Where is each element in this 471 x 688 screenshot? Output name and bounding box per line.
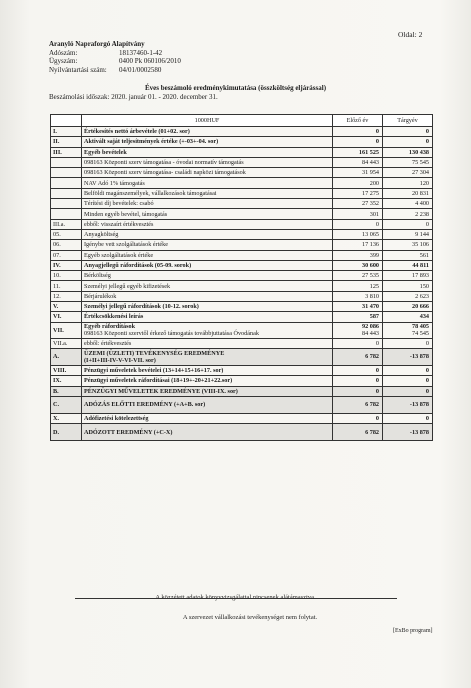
row-label-text: ADÓZOTT EREDMÉNY (+C-X) <box>84 428 173 436</box>
table-row <box>51 322 433 338</box>
table-row <box>51 137 433 147</box>
row-previous-value: 17 136 <box>361 241 379 249</box>
row-previous-value: 13 065 <box>361 231 379 239</box>
row-code <box>51 168 82 178</box>
row-label <box>82 302 333 312</box>
row-previous-value: 0 <box>375 128 379 136</box>
row-code-text: C. <box>53 401 60 409</box>
row-current-year <box>383 137 433 147</box>
organization-block <box>49 40 181 74</box>
row-previous-year <box>333 127 383 137</box>
row-current-year <box>383 291 433 301</box>
row-current-year <box>383 240 433 250</box>
row-previous-value: 301 <box>369 210 379 218</box>
row-current-value: 75 545 <box>411 159 429 167</box>
row-current-value: 20 666 <box>411 303 429 311</box>
row-label-text: Adófizetési kötelezettség <box>84 414 149 422</box>
row-current-value: 78 405 <box>411 323 429 331</box>
row-previous-year <box>333 199 383 209</box>
row-label-text: Belföldi magánszemélyek, vállalkozások támogatásai <box>84 189 217 197</box>
row-previous-value: 84 443 <box>361 159 379 167</box>
row-current-value: 0 <box>425 220 429 228</box>
row-current-year <box>383 229 433 239</box>
row-current-value: 44 811 <box>412 262 429 269</box>
table-row <box>51 302 433 312</box>
row-previous-value: 161 525 <box>358 148 379 156</box>
org-field-label: Adószám: <box>49 48 78 57</box>
row-label-text: Anyagjellegű ráfordítások (05-09. sorok) <box>84 262 192 269</box>
row-previous-year <box>333 188 383 198</box>
row-label-text: Személyi jellegű ráfordítások (10-12. sorok) <box>84 303 199 311</box>
income-statement-table <box>50 114 433 441</box>
row-code <box>51 127 82 137</box>
row-code <box>51 322 82 338</box>
row-code <box>51 147 82 157</box>
org-field-registry-number <box>49 66 181 75</box>
table-row <box>51 424 433 441</box>
table-row <box>51 250 433 260</box>
row-label-sub: (I+II+III-IV-V-VI-VII. sor) <box>84 356 156 364</box>
row-code <box>51 199 82 209</box>
row-code <box>51 209 82 219</box>
page-number: Oldal: 2 <box>398 30 423 39</box>
row-previous-year <box>333 338 383 348</box>
row-previous-value: 0 <box>375 339 379 347</box>
row-label-text: Bérjárulékok <box>84 292 117 300</box>
row-label-text: Pénzügyi műveletek bevételei (13+14+15+16+17. sor) <box>84 367 224 375</box>
row-previous-value: 125 <box>369 282 379 290</box>
row-label <box>82 376 333 386</box>
row-previous-year <box>333 291 383 301</box>
row-code <box>51 178 82 188</box>
row-previous-year <box>333 312 383 322</box>
row-code <box>51 291 82 301</box>
row-code <box>51 271 82 281</box>
row-code-text: IV. <box>53 262 61 269</box>
row-code-text: V. <box>53 303 59 311</box>
row-current-value: 4 400 <box>415 200 429 208</box>
row-code-text: 12. <box>53 292 61 300</box>
row-label-text: PÉNZÜGYI MŰVELETEK EREDMÉNYE (VIII-IX. sor) <box>84 387 238 395</box>
report-period: Beszámolási időszak: 2020. január 01. - 2020. december 31. <box>49 93 218 101</box>
row-previous-value: 31 470 <box>361 303 379 311</box>
row-label <box>82 260 333 270</box>
row-code <box>51 348 82 365</box>
row-current-year <box>383 157 433 167</box>
table-row <box>51 396 433 413</box>
org-field-label: Ügyszám: <box>49 57 78 66</box>
row-label-text: 098163 Központi szerv támogatása - óvodai normatív támogatás <box>84 159 244 167</box>
row-current-year <box>383 199 433 209</box>
row-code-text: D. <box>53 428 60 436</box>
row-current-value: 150 <box>419 282 429 290</box>
row-previous-value: 6 782 <box>365 401 379 409</box>
row-current-year <box>383 322 433 338</box>
header-code <box>51 115 82 127</box>
row-previous-year <box>333 322 383 338</box>
row-current-value: -13 878 <box>409 353 429 361</box>
row-label <box>82 229 333 239</box>
report-title: Éves beszámoló eredménykimutatása (összköltség eljárással) <box>144 84 327 92</box>
row-label-text: Igénybe vett szolgáltatások értéke <box>84 241 169 249</box>
row-code <box>51 338 82 348</box>
row-label-text: Pénzügyi műveletek ráfordításai (18+19+-20+21+22.sor) <box>84 377 233 385</box>
table-row <box>51 348 433 365</box>
table-row <box>51 281 433 291</box>
row-previous-value: 31 954 <box>361 169 379 177</box>
table-row <box>51 386 433 396</box>
row-current-value: 2 238 <box>415 210 429 218</box>
row-previous-year <box>333 424 383 441</box>
row-current-value: 0 <box>425 128 429 136</box>
table-row <box>51 168 433 178</box>
row-label-text: ebből: értékvesztés <box>84 339 132 347</box>
row-code-text: VII.a. <box>53 339 68 347</box>
table-header-row <box>51 115 433 127</box>
row-current-value: 120 <box>419 179 429 187</box>
row-code <box>51 260 82 270</box>
row-label <box>82 127 333 137</box>
header-current-year: Tárgyév <box>383 115 433 127</box>
row-current-value-sub: 74 545 <box>411 330 429 338</box>
table-row <box>51 365 433 375</box>
row-code-text: III.a. <box>53 220 66 228</box>
org-field-value: 04/01/0002580 <box>119 65 162 74</box>
row-code <box>51 312 82 322</box>
row-code <box>51 424 82 441</box>
table-row <box>51 291 433 301</box>
table-row <box>51 188 433 198</box>
table-row <box>51 413 433 423</box>
table-row <box>51 376 433 386</box>
row-label <box>82 271 333 281</box>
row-current-year <box>383 413 433 423</box>
org-field-value: 18137460-1-42 <box>119 48 163 57</box>
row-label <box>82 386 333 396</box>
org-field-tax-number <box>49 49 181 58</box>
row-previous-value: 30 600 <box>361 262 379 269</box>
row-current-year <box>383 271 433 281</box>
row-previous-year <box>333 348 383 365</box>
row-current-year <box>383 168 433 178</box>
row-previous-value: 200 <box>369 179 379 187</box>
row-code-text: II. <box>53 138 60 146</box>
row-previous-year <box>333 250 383 260</box>
row-current-value: 35 106 <box>411 241 429 249</box>
row-current-year <box>383 219 433 229</box>
row-current-year <box>383 147 433 157</box>
row-current-value: 130 438 <box>408 148 429 156</box>
row-previous-year <box>333 413 383 423</box>
row-previous-value: 92 086 <box>361 323 379 331</box>
row-previous-value: 27 352 <box>361 200 379 208</box>
row-label-text: ADÓZÁS ELŐTTI EREDMÉNY (+A+B. sor) <box>84 401 206 409</box>
row-current-year <box>383 260 433 270</box>
table-row <box>51 209 433 219</box>
row-previous-value: 0 <box>375 387 379 395</box>
table-row <box>51 338 433 348</box>
row-previous-value: 399 <box>369 251 379 259</box>
row-label-text: Személyi jellegű egyéb kifizetések <box>84 282 171 290</box>
table-row <box>51 147 433 157</box>
row-current-year <box>383 396 433 413</box>
row-code <box>51 188 82 198</box>
row-current-value: 17 893 <box>411 272 429 280</box>
row-label <box>82 250 333 260</box>
row-code <box>51 157 82 167</box>
row-code <box>51 386 82 396</box>
row-label <box>82 157 333 167</box>
row-previous-year <box>333 386 383 396</box>
row-label-text: Értékesítés nettó árbevétele (01+02. sor) <box>84 128 190 136</box>
row-label-text: ÜZEMI (ÜZLETI) TEVÉKENYSÉG EREDMÉNYE <box>84 349 225 357</box>
row-label <box>82 413 333 423</box>
row-current-value: 27 304 <box>411 169 429 177</box>
row-previous-year <box>333 229 383 239</box>
row-previous-year <box>333 260 383 270</box>
row-code-text: 11. <box>53 282 61 290</box>
row-label-text: Egyéb szolgáltatások értéke <box>84 251 154 259</box>
row-label <box>82 240 333 250</box>
row-previous-value: 3 810 <box>365 292 379 300</box>
org-field-label: Nyilvántartási szám: <box>49 65 107 74</box>
row-previous-year <box>333 365 383 375</box>
row-code <box>51 137 82 147</box>
row-previous-value: 0 <box>375 377 379 385</box>
row-current-year <box>383 348 433 365</box>
row-label <box>82 281 333 291</box>
row-current-year <box>383 250 433 260</box>
row-current-year <box>383 127 433 137</box>
row-code-text: 10. <box>53 272 61 280</box>
table-body <box>51 127 433 441</box>
row-previous-year <box>333 376 383 386</box>
table-row <box>51 260 433 270</box>
row-code <box>51 281 82 291</box>
row-label <box>82 219 333 229</box>
row-code-text: IX. <box>53 377 62 385</box>
row-current-value: 0 <box>425 138 429 146</box>
row-label-text: Bérköltség <box>84 272 111 280</box>
row-current-value: 9 144 <box>415 231 429 239</box>
row-previous-year <box>333 302 383 312</box>
table-row <box>51 271 433 281</box>
row-label-text: Értékcsökkenési leírás <box>84 313 144 321</box>
row-code-text: 07. <box>53 251 61 259</box>
row-label-text: Anyagköltség <box>84 231 119 239</box>
row-previous-value: 0 <box>375 367 379 375</box>
row-current-year <box>383 338 433 348</box>
row-label <box>82 199 333 209</box>
row-current-year <box>383 312 433 322</box>
row-code-text: A. <box>53 353 60 361</box>
row-current-value: 561 <box>419 251 429 259</box>
row-code-text: VII. <box>53 326 64 334</box>
row-current-year <box>383 178 433 188</box>
signature-line <box>75 598 397 599</box>
row-current-year <box>383 188 433 198</box>
row-current-year <box>383 424 433 441</box>
row-previous-value: 0 <box>375 138 379 146</box>
row-label-text: Egyéb ráfordítások <box>84 323 136 331</box>
row-previous-year <box>333 168 383 178</box>
row-code <box>51 302 82 312</box>
row-previous-value: 6 782 <box>365 353 379 361</box>
row-previous-year <box>333 137 383 147</box>
row-previous-value: 0 <box>375 220 379 228</box>
row-previous-year <box>333 157 383 167</box>
row-code-text: VIII. <box>53 367 67 375</box>
row-label-text: 098163 Központi szerv támogatása- családi napközi támogatások <box>84 169 246 177</box>
row-previous-value: 0 <box>375 414 379 422</box>
row-current-year <box>383 376 433 386</box>
header-unit: 1000HUF <box>82 115 333 127</box>
row-code <box>51 413 82 423</box>
row-label <box>82 424 333 441</box>
row-code <box>51 396 82 413</box>
row-previous-value: 27 535 <box>361 272 379 280</box>
table-row <box>51 240 433 250</box>
org-field-case-number <box>49 57 181 66</box>
row-label <box>82 137 333 147</box>
row-current-year <box>383 209 433 219</box>
row-label <box>82 178 333 188</box>
row-label-text: Aktivált saját teljesítmények értéke (+-03+-04. sor) <box>84 138 219 146</box>
row-current-value: 0 <box>425 387 429 395</box>
row-previous-value: 17 275 <box>361 189 379 197</box>
row-code-text: VI. <box>53 313 62 321</box>
row-current-value: 0 <box>425 414 429 422</box>
row-current-value: 0 <box>425 377 429 385</box>
row-code-text: I. <box>53 128 57 136</box>
table-row <box>51 199 433 209</box>
row-label <box>82 322 333 338</box>
table-row <box>51 312 433 322</box>
row-label <box>82 147 333 157</box>
row-label-text: NAV Adó 1% támogatás <box>84 179 145 187</box>
row-code-text: B. <box>53 387 59 395</box>
row-previous-year <box>333 219 383 229</box>
row-label <box>82 188 333 198</box>
row-current-year <box>383 386 433 396</box>
org-field-value: 0400 Pk 060106/2010 <box>119 57 181 66</box>
row-code <box>51 250 82 260</box>
table-row <box>51 219 433 229</box>
row-previous-year <box>333 281 383 291</box>
row-label-text: Minden egyéb bevétel, támogatás <box>84 210 168 218</box>
row-code <box>51 219 82 229</box>
row-current-value: -13 878 <box>409 401 429 409</box>
row-code-text: 05. <box>53 231 61 239</box>
row-previous-year <box>333 147 383 157</box>
row-current-year <box>383 281 433 291</box>
row-previous-year <box>333 209 383 219</box>
row-current-value: 0 <box>425 367 429 375</box>
row-label <box>82 338 333 348</box>
row-code <box>51 240 82 250</box>
row-current-year <box>383 302 433 312</box>
row-label <box>82 168 333 178</box>
row-code-text: III. <box>53 148 62 156</box>
row-current-value: 2 623 <box>415 292 429 300</box>
business-activity-note: A szervezet vállalkozási tevékenységet nem folytat. <box>182 614 318 621</box>
row-previous-year <box>333 271 383 281</box>
row-code <box>51 229 82 239</box>
row-label <box>82 396 333 413</box>
row-previous-year <box>333 240 383 250</box>
row-current-value: 434 <box>419 313 429 321</box>
row-label <box>82 348 333 365</box>
row-previous-year <box>333 396 383 413</box>
program-label: [ExBo program] <box>393 628 433 634</box>
organization-name: Aranyló Napraforgó Alapítvány <box>49 40 145 48</box>
table-row <box>51 178 433 188</box>
row-label-sub: 098163 Központi szervtől érkező támogatás továbbjuttatása Óvodának <box>84 330 259 338</box>
row-previous-value: 6 782 <box>365 428 379 436</box>
row-label <box>82 365 333 375</box>
row-current-value: 0 <box>425 339 429 347</box>
header-previous-year: Előző év <box>333 115 383 127</box>
row-label-text: Térítési díj bevételek: csabó <box>84 200 154 208</box>
table-row <box>51 127 433 137</box>
row-code-text: 06. <box>53 241 61 249</box>
row-current-year <box>383 365 433 375</box>
row-label-text: ebből: visszaírt értékvesztés <box>84 220 154 228</box>
row-code <box>51 365 82 375</box>
table-row <box>51 229 433 239</box>
row-previous-value-sub: 84 443 <box>361 330 379 338</box>
row-label <box>82 312 333 322</box>
row-code <box>51 376 82 386</box>
row-code-text: X. <box>53 414 60 422</box>
table-row <box>51 157 433 167</box>
row-current-value: -13 878 <box>409 428 429 436</box>
row-label-text: Egyéb bevételek <box>84 148 127 156</box>
row-previous-value: 587 <box>369 313 379 321</box>
row-label <box>82 291 333 301</box>
row-label <box>82 209 333 219</box>
row-current-value: 20 831 <box>411 189 429 197</box>
row-previous-year <box>333 178 383 188</box>
